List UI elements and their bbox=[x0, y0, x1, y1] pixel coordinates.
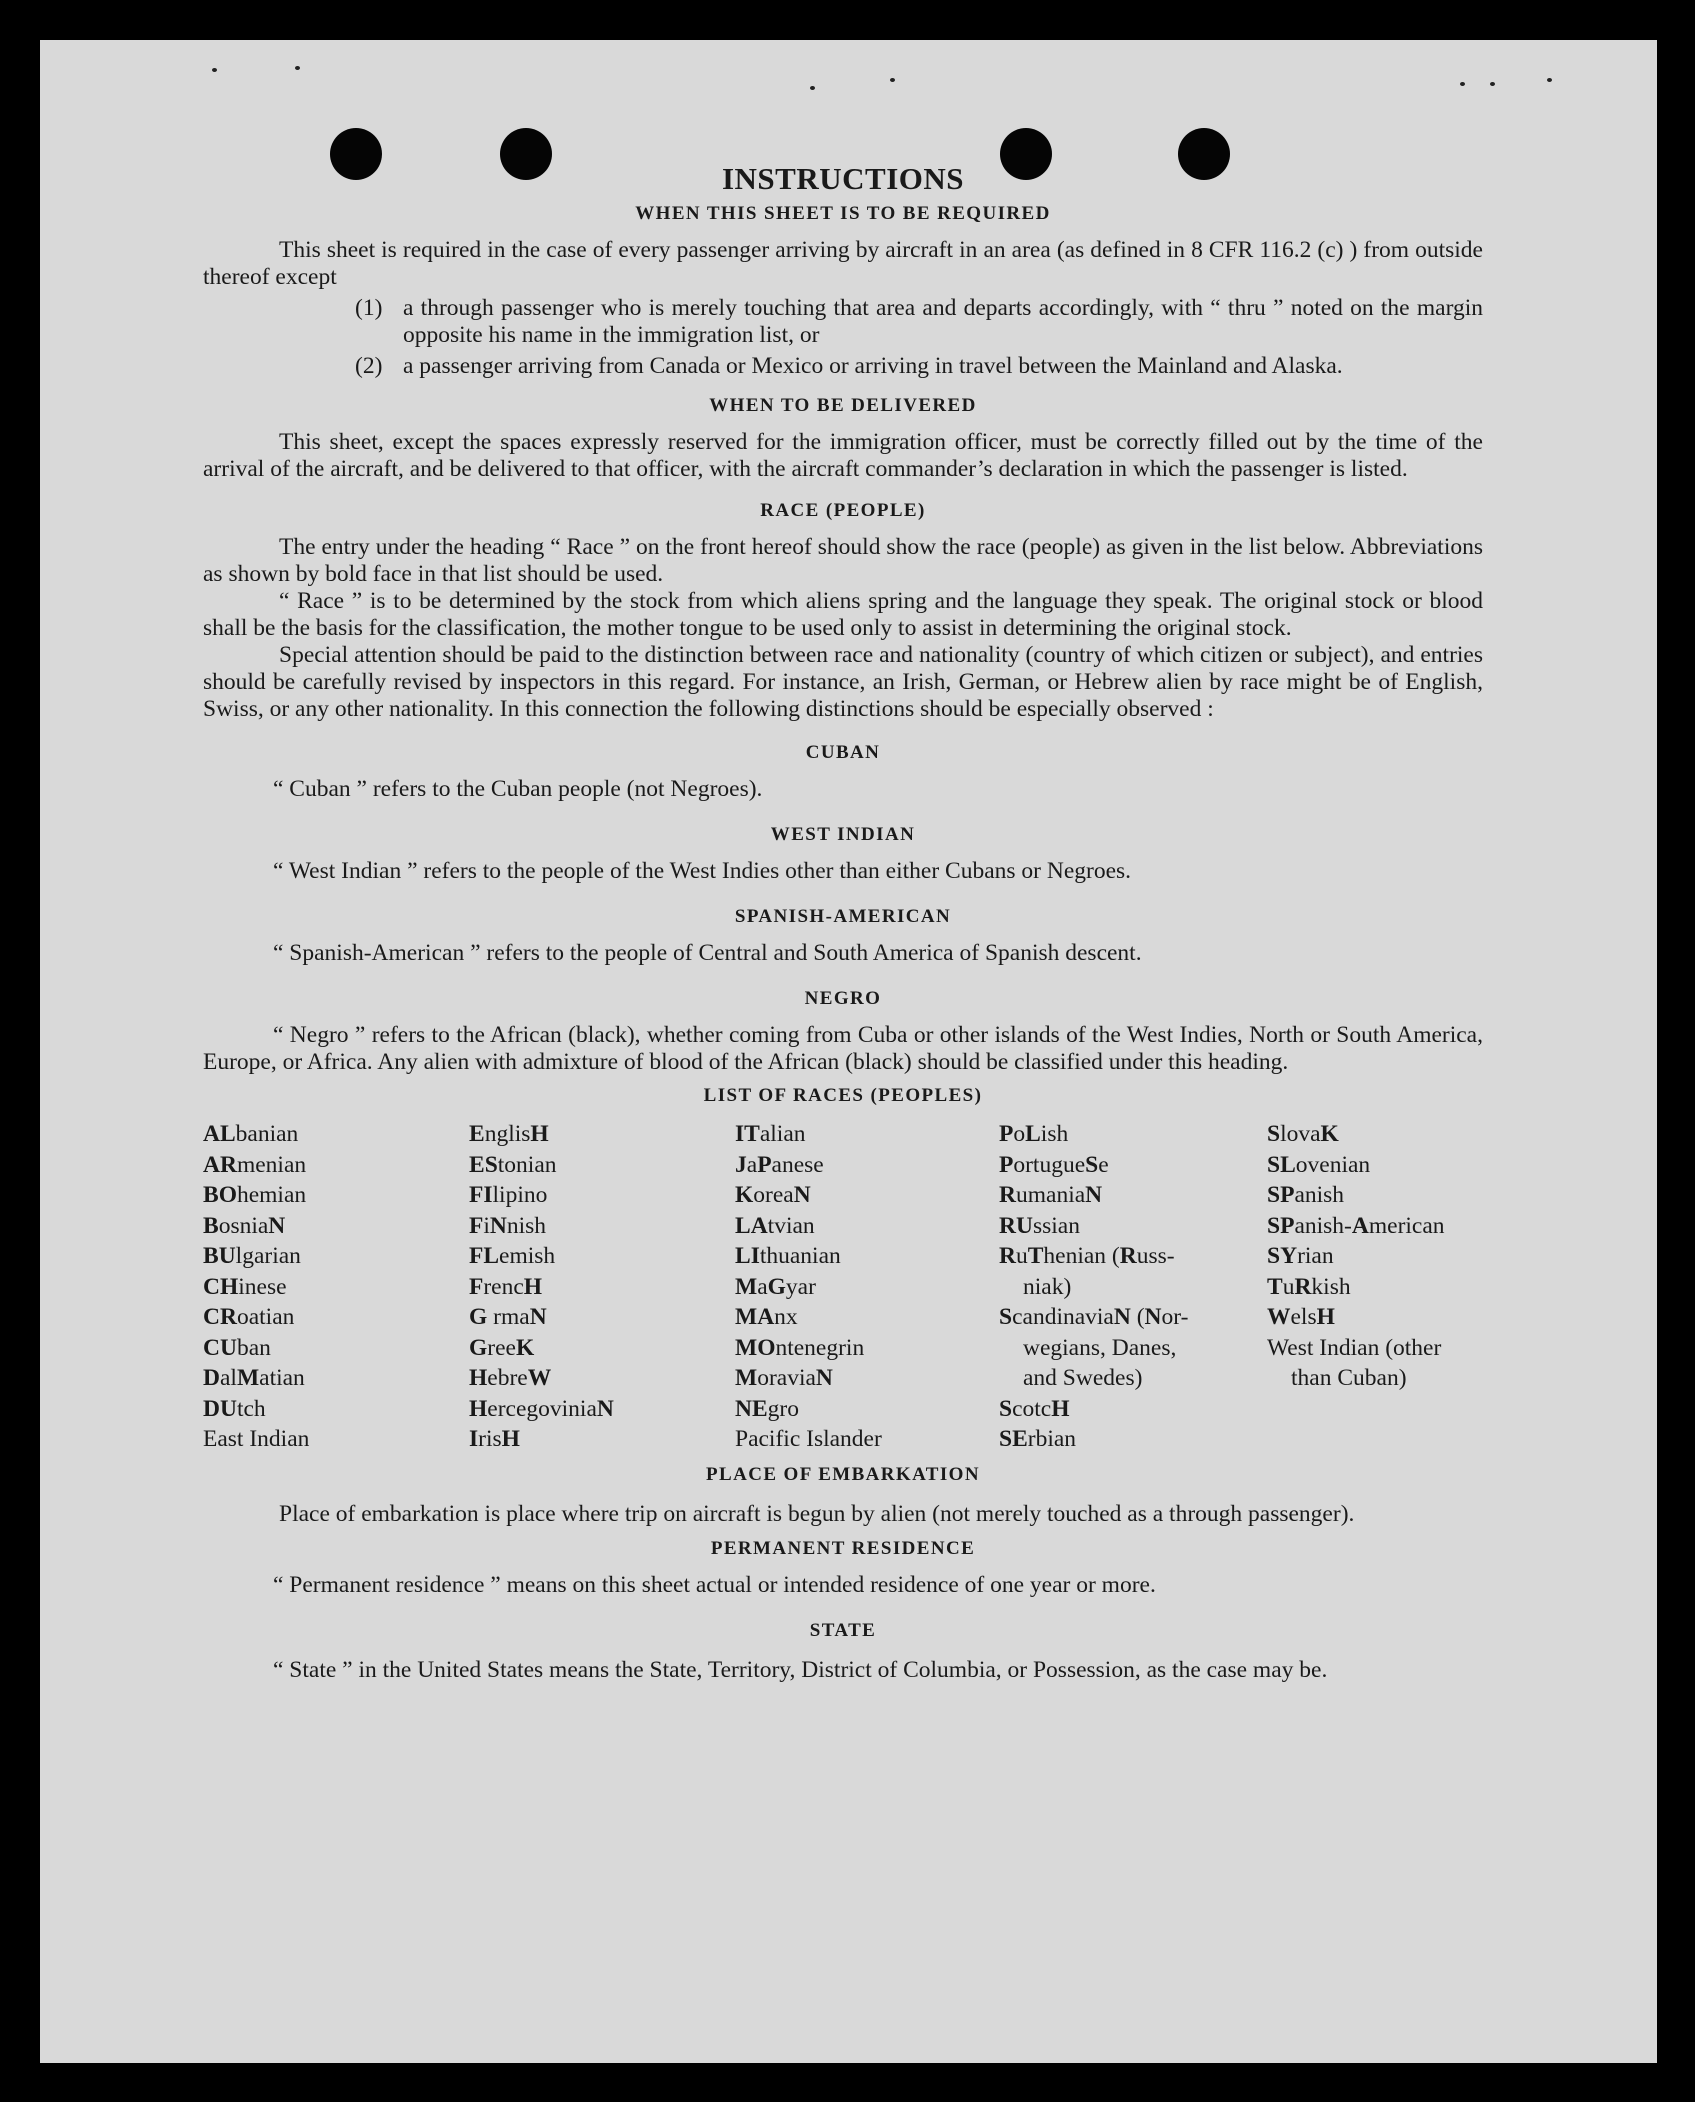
race-entry: MOntenegrin bbox=[735, 1334, 865, 1361]
heading-negro: NEGRO bbox=[804, 988, 882, 1009]
item-text: a through passenger who is merely touching that area and departs accordingly, with “ thru ” noted on the margin opposite his name in the immigration list, or bbox=[403, 295, 1483, 348]
race-entry: LAtvian bbox=[735, 1212, 815, 1239]
race-entry: SYrian bbox=[1267, 1243, 1334, 1269]
race-entry: TuRkish bbox=[1267, 1273, 1351, 1300]
race-entry: FrencH bbox=[469, 1273, 543, 1300]
spanish-american-text: “ Spanish-American ” refers to the people of Central and South America of Spanish descent. bbox=[273, 940, 1142, 966]
race-entry: ScandinaviaN (Nor- bbox=[999, 1304, 1189, 1330]
race-entry: RuThenian (Russ- bbox=[999, 1243, 1175, 1269]
race-entry: GreeK bbox=[469, 1334, 535, 1361]
race-column bbox=[1267, 1119, 1483, 1455]
race-entry: and Swedes) bbox=[1023, 1365, 1143, 1391]
race-entry: SLovenian bbox=[1267, 1151, 1371, 1178]
race-entry: EnglisH bbox=[469, 1121, 549, 1147]
race-entry: LIthuanian bbox=[735, 1243, 841, 1269]
speck bbox=[212, 68, 217, 72]
race-entry: RUssian bbox=[999, 1212, 1080, 1239]
heading-spanish-american: SPANISH-AMERICAN bbox=[734, 906, 952, 927]
race-entry: SErbian bbox=[999, 1426, 1077, 1452]
state-text: “ State ” in the United States means the State, Territory, District of Columbia, or Possession, as the case may be. bbox=[273, 1656, 1328, 1683]
residence-text: “ Permanent residence ” means on this sheet actual or intended residence of one year or more. bbox=[273, 1571, 1156, 1598]
negro-text: “ Negro ” refers to the African (black), whether coming from Cuba or other islands of the West Indies, North or South America, Europe, or Africa. Any alien with admixture of blood of the African (black) should be classified under this heading. bbox=[203, 1022, 1483, 1075]
race-entry: than Cuban) bbox=[1291, 1365, 1407, 1391]
race-list bbox=[203, 1119, 1483, 1455]
required-item bbox=[203, 353, 1483, 380]
race-entry: ARmenian bbox=[203, 1151, 307, 1178]
race-entry: EStonian bbox=[469, 1151, 557, 1178]
race-entry: wegians, Danes, bbox=[1023, 1334, 1177, 1361]
race-entry: MaGyar bbox=[735, 1273, 816, 1300]
race-entry: niak) bbox=[1023, 1273, 1072, 1300]
race-entry: SPanish bbox=[1267, 1182, 1345, 1208]
page-title: INSTRUCTIONS bbox=[721, 161, 964, 196]
race-entry: WelsH bbox=[1267, 1304, 1335, 1330]
race-entry: RumaniaN bbox=[999, 1182, 1103, 1208]
race-entry: IrisH bbox=[469, 1426, 520, 1452]
heading-permanent-residence: PERMANENT RESIDENCE bbox=[710, 1537, 976, 1559]
race-entry: CRoatian bbox=[203, 1304, 295, 1330]
race-entry: NEgro bbox=[735, 1395, 799, 1422]
speck bbox=[1547, 78, 1552, 82]
west-indian-text: “ West Indian ” refers to the people of the West Indies other than either Cubans or Negroes. bbox=[273, 858, 1132, 884]
race-entry: MAnx bbox=[735, 1304, 798, 1330]
race-entry: SPanish-American bbox=[1267, 1212, 1445, 1239]
race-entry: HercegoviniaN bbox=[469, 1395, 614, 1422]
speck bbox=[810, 86, 815, 90]
item-text: a passenger arriving from Canada or Mexico or arriving in travel between the Mainland and Alaska. bbox=[403, 353, 1343, 379]
cuban-text: “ Cuban ” refers to the Cuban people (not Negroes). bbox=[273, 776, 763, 802]
race-entry: East Indian bbox=[203, 1426, 310, 1452]
race-entry: JaPanese bbox=[735, 1151, 824, 1178]
race-entry: BUlgarian bbox=[203, 1243, 301, 1269]
race-entry: ALbanian bbox=[203, 1121, 299, 1147]
race-entry: ITalian bbox=[735, 1121, 806, 1147]
speck bbox=[1460, 82, 1465, 86]
heading-when-required: WHEN THIS SHEET IS TO BE REQUIRED bbox=[635, 203, 1051, 224]
heading-west-indian: WEST INDIAN bbox=[770, 824, 916, 845]
heading-place-of-embarkation: PLACE OF EMBARKATION bbox=[706, 1463, 980, 1485]
required-item bbox=[203, 295, 1483, 349]
race-paragraph-1: The entry under the heading “ Race ” on the front hereof should show the race (people) as given in the list below. Abbreviations as shown by bold face in that list should be used. bbox=[203, 534, 1483, 587]
race-column bbox=[735, 1119, 999, 1455]
race-entry: HebreW bbox=[469, 1365, 552, 1391]
race-paragraph-2: “ Race ” is to be determined by the stock from which aliens spring and the language they speak. The original stock or blood shall be the basis for the classification, the mother tongue to be used only to assist in determining the original stock. bbox=[203, 588, 1483, 641]
heading-state: STATE bbox=[809, 1619, 877, 1641]
speck bbox=[295, 66, 300, 70]
item-number: (2) bbox=[355, 353, 383, 379]
race-column bbox=[469, 1119, 735, 1455]
heading-list-of-races: LIST OF RACES (PEOPLES) bbox=[703, 1085, 983, 1106]
race-entry: FLemish bbox=[469, 1243, 556, 1269]
heading-when-delivered: WHEN TO BE DELIVERED bbox=[709, 395, 977, 416]
race-column bbox=[999, 1119, 1267, 1455]
embarkation-text: Place of embarkation is place where trip on aircraft is begun by alien (not merely touched as a through passenger). bbox=[279, 1500, 1355, 1527]
race-entry: Pacific Islander bbox=[735, 1426, 882, 1452]
delivered-text: This sheet, except the spaces expressly reserved for the immigration officer, must be correctly filled out by the time of the arrival of the aircraft, and be delivered to that officer, with the aircraft commander’s declaration in which the passenger is listed. bbox=[203, 429, 1483, 482]
race-entry: CHinese bbox=[203, 1273, 287, 1300]
speck bbox=[1490, 82, 1495, 86]
race-entry: FIlipino bbox=[469, 1182, 548, 1208]
race-column bbox=[203, 1119, 469, 1455]
race-entry: G rmaN bbox=[469, 1304, 547, 1330]
instructions-content bbox=[203, 161, 1483, 1687]
race-entry: DalMatian bbox=[203, 1365, 305, 1391]
race-entry: SlovaK bbox=[1267, 1121, 1339, 1147]
heading-cuban: CUBAN bbox=[805, 742, 881, 763]
speck bbox=[890, 78, 895, 82]
race-entry: KoreaN bbox=[735, 1182, 811, 1208]
race-entry: West Indian (other bbox=[1267, 1334, 1442, 1361]
race-entry: FiNnish bbox=[469, 1212, 547, 1239]
required-intro: This sheet is required in the case of every passenger arriving by aircraft in an area (as defined in 8 CFR 116.2 (c) ) from outside thereof except bbox=[203, 237, 1483, 290]
race-entry: DUtch bbox=[203, 1395, 266, 1422]
race-entry: ScotcH bbox=[999, 1395, 1070, 1422]
race-entry: BOhemian bbox=[203, 1182, 307, 1208]
race-entry: CUban bbox=[203, 1334, 271, 1361]
race-entry: MoraviaN bbox=[735, 1365, 833, 1391]
race-entry: BosniaN bbox=[203, 1212, 286, 1239]
race-entry: PortugueSe bbox=[999, 1151, 1109, 1178]
race-entry: PoLish bbox=[999, 1121, 1069, 1147]
heading-race: RACE (PEOPLE) bbox=[760, 500, 926, 521]
item-number: (1) bbox=[355, 295, 383, 321]
race-paragraph-3: Special attention should be paid to the distinction between race and nationality (country of which citizen or subject), and entries should be carefully revised by inspectors in this regard. For instance, an Irish, German, or Hebrew alien by race might be of English, Swiss, or any other nationality. In this connection the following distinctions should be especially observed : bbox=[203, 642, 1483, 722]
